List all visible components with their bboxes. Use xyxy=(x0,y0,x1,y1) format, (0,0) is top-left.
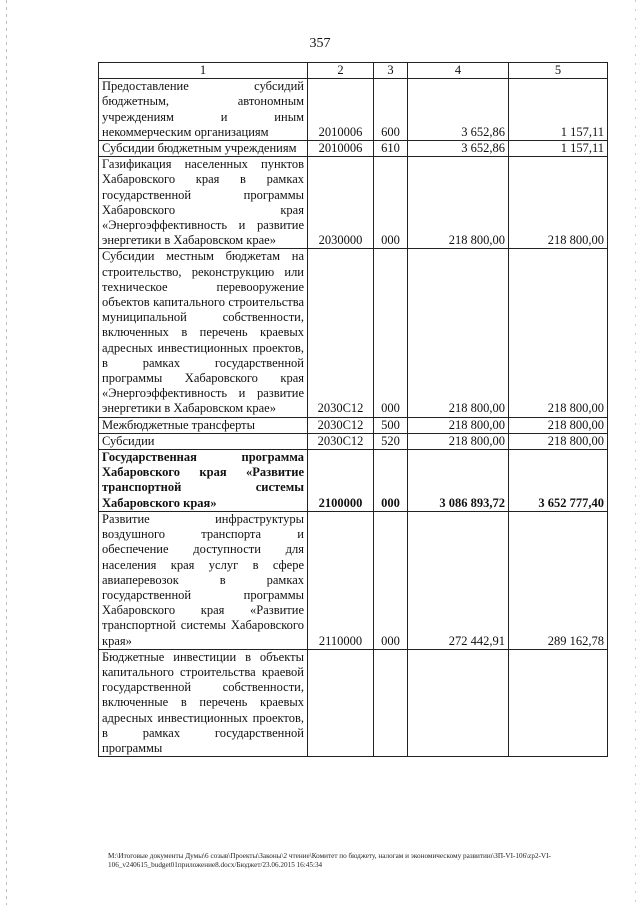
row-vr-cell: 610 xyxy=(374,141,408,157)
row-vr-cell: 000 xyxy=(374,157,408,249)
row-vr-cell: 500 xyxy=(374,417,408,433)
row-amount-2015-cell: 218 800,00 xyxy=(408,417,509,433)
row-amount-2015-cell: 3 652,86 xyxy=(408,141,509,157)
table-row xyxy=(99,511,608,649)
page-edge-right xyxy=(635,0,636,905)
row-code-cell: 2010006 xyxy=(308,79,374,141)
row-vr-cell: 000 xyxy=(374,511,408,649)
header-col-4: 4 xyxy=(408,63,509,79)
header-col-1: 1 xyxy=(99,63,308,79)
row-name-cell: Субсидии xyxy=(99,433,308,449)
row-code-cell: 2030С12 xyxy=(308,249,374,417)
table-header-row xyxy=(99,63,608,79)
row-amount-2016-cell: 3 652 777,40 xyxy=(509,450,608,512)
row-amount-2016-cell: 1 157,11 xyxy=(509,141,608,157)
row-amount-2016-cell: 218 800,00 xyxy=(509,157,608,249)
table-row xyxy=(99,450,608,512)
row-code-cell: 2100000 xyxy=(308,450,374,512)
row-vr-cell: 000 xyxy=(374,450,408,512)
table-row xyxy=(99,79,608,141)
row-amount-2015-cell: 218 800,00 xyxy=(408,249,509,417)
row-amount-2016-cell xyxy=(509,649,608,756)
table-body xyxy=(99,79,608,757)
budget-table xyxy=(98,62,608,757)
table-row xyxy=(99,649,608,756)
row-vr-cell: 600 xyxy=(374,79,408,141)
table-row xyxy=(99,141,608,157)
page-number: 357 xyxy=(309,36,331,51)
row-amount-2015-cell: 3 086 893,72 xyxy=(408,450,509,512)
header-col-5: 5 xyxy=(509,63,608,79)
row-amount-2016-cell: 1 157,11 xyxy=(509,79,608,141)
row-name-cell: Субсидии бюджетным учреждениям xyxy=(99,141,308,157)
header-col-2: 2 xyxy=(308,63,374,79)
row-name-cell: Предоставление субсидий бюджетным, автономным учреждениям и иным некоммерческим организациям xyxy=(99,79,308,141)
row-amount-2015-cell xyxy=(408,649,509,756)
header-col-3: 3 xyxy=(374,63,408,79)
table-row xyxy=(99,433,608,449)
table-row xyxy=(99,249,608,417)
row-name-cell: Развитие инфраструктуры воздушного транспорта и обеспечение доступности для населения края услуг в сфере авиаперевозок в рамках государственной программы Хабаровского края «Развитие транспортной системы Хабаровского края» xyxy=(99,511,308,649)
table-row xyxy=(99,157,608,249)
row-name-cell: Государственная программа Хабаровского края «Развитие транспортной системы Хабаровского края» xyxy=(99,450,308,512)
footer-line-1: М:\Итоговые документы Думы\6 созыв\Проекты\Законы\2 чтение\Комитет по бюджету, налогам и экономическому развитию\ЗП-VI-106\zp2-VI- xyxy=(108,852,551,860)
footer-line-2: 106_v240615_budget01приложение8.docx/Бюджет/23.06.2015 16:45:34 xyxy=(108,861,323,869)
row-amount-2016-cell: 218 800,00 xyxy=(509,433,608,449)
row-vr-cell: 520 xyxy=(374,433,408,449)
row-vr-cell: 000 xyxy=(374,249,408,417)
row-code-cell xyxy=(308,649,374,756)
row-amount-2016-cell: 218 800,00 xyxy=(509,417,608,433)
row-code-cell: 2030000 xyxy=(308,157,374,249)
row-amount-2016-cell: 218 800,00 xyxy=(509,249,608,417)
row-code-cell: 2030С12 xyxy=(308,417,374,433)
row-name-cell: Газификация населенных пунктов Хабаровского края в рамках государственной программы Хабаровского края «Энергоэффективность и развитие энергетики в Хабаровском крае» xyxy=(99,157,308,249)
row-amount-2015-cell: 218 800,00 xyxy=(408,433,509,449)
row-name-cell: Бюджетные инвестиции в объекты капитального строительства краевой государственной собственности, включенные в перечень краевых адресных инвестиционных проектов, в рамках государственной программы xyxy=(99,649,308,756)
row-name-cell: Межбюджетные трансферты xyxy=(99,417,308,433)
row-vr-cell xyxy=(374,649,408,756)
row-code-cell: 2010006 xyxy=(308,141,374,157)
row-code-cell: 2110000 xyxy=(308,511,374,649)
row-amount-2016-cell: 289 162,78 xyxy=(509,511,608,649)
row-code-cell: 2030С12 xyxy=(308,433,374,449)
page-edge-left xyxy=(6,0,7,905)
file-path-footer xyxy=(108,852,608,870)
row-name-cell: Субсидии местным бюджетам на строительство, реконструкцию или техническое перевооружение объектов капитального строительства муниципальной собственности, включенных в перечень краевых адресных инвестиционных проектов, в рамках государственной программы Хабаровского края «Энергоэффективность и развитие энергетики в Хабаровском крае» xyxy=(99,249,308,417)
row-amount-2015-cell: 272 442,91 xyxy=(408,511,509,649)
row-amount-2015-cell: 3 652,86 xyxy=(408,79,509,141)
row-amount-2015-cell: 218 800,00 xyxy=(408,157,509,249)
table-row xyxy=(99,417,608,433)
